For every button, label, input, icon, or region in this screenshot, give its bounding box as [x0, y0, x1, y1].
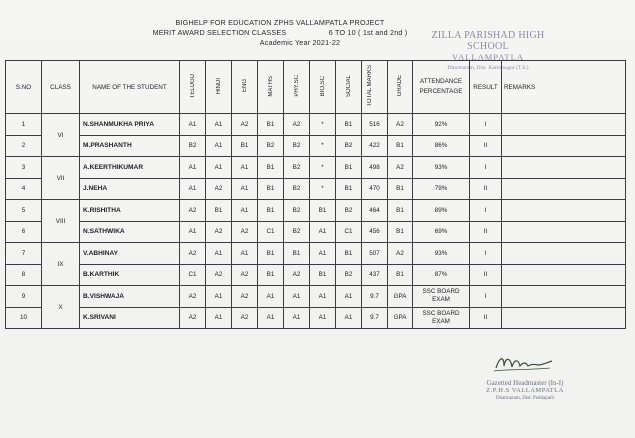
cell-physc: B2 — [284, 135, 310, 157]
cell-eng: B1 — [232, 135, 258, 157]
header-line-2 — [110, 28, 450, 38]
cell-total: 437 — [362, 264, 388, 286]
cell-remarks — [502, 114, 626, 136]
cell-class: VI — [42, 114, 80, 157]
cell-student-name: B.VISHWAJA — [80, 286, 180, 308]
cell-eng: A1 — [232, 178, 258, 200]
cell-sno: 8 — [6, 264, 42, 286]
cell-eng: A1 — [232, 200, 258, 222]
col-header-hindi-label: HINDI — [215, 77, 222, 95]
cell-telugu: A1 — [180, 157, 206, 179]
cell-biosc: A1 — [310, 307, 336, 329]
cell-grade: A2 — [388, 114, 413, 136]
table-row — [6, 221, 626, 243]
cell-class: VII — [42, 157, 80, 200]
cell-maths: B1 — [258, 264, 284, 286]
cell-social: C1 — [336, 221, 362, 243]
cell-student-name: B.KARTHIK — [80, 264, 180, 286]
cell-remarks — [502, 286, 626, 308]
cell-student-name: N.SATHWIKA — [80, 221, 180, 243]
cell-total: 9.7 — [362, 286, 388, 308]
cell-hindi: A1 — [206, 157, 232, 179]
cell-biosc: * — [310, 157, 336, 179]
cell-hindi: A1 — [206, 307, 232, 329]
cell-physc: A2 — [284, 264, 310, 286]
cell-maths: B1 — [258, 157, 284, 179]
cell-maths: B1 — [258, 243, 284, 265]
cell-eng: A2 — [232, 264, 258, 286]
table-header-row — [6, 61, 626, 114]
cell-student-name: A.KEERTHIKUMAR — [80, 157, 180, 179]
cell-grade: GPA — [388, 286, 413, 308]
cell-biosc: * — [310, 178, 336, 200]
cell-hindi: A1 — [206, 286, 232, 308]
cell-maths: B2 — [258, 135, 284, 157]
cell-telugu: A1 — [180, 114, 206, 136]
cell-grade: B1 — [388, 200, 413, 222]
table-row — [6, 157, 626, 179]
cell-attendance: 69% — [413, 221, 470, 243]
col-header-total — [362, 61, 388, 114]
table-row — [6, 264, 626, 286]
col-header-maths — [258, 61, 284, 114]
cell-student-name: K.RISHITHA — [80, 200, 180, 222]
cell-result: I — [470, 243, 502, 265]
cell-social: B1 — [336, 178, 362, 200]
cell-sno: 4 — [6, 178, 42, 200]
cell-class: IX — [42, 243, 80, 286]
cell-eng: A1 — [232, 157, 258, 179]
cell-grade: B1 — [388, 221, 413, 243]
cell-hindi: A2 — [206, 178, 232, 200]
col-header-eng-label: ENG — [241, 79, 248, 93]
cell-remarks — [502, 307, 626, 329]
cell-eng: A2 — [232, 221, 258, 243]
cell-sno: 5 — [6, 200, 42, 222]
cell-grade: B1 — [388, 135, 413, 157]
cell-maths: B1 — [258, 178, 284, 200]
col-header-social — [336, 61, 362, 114]
cell-maths: B1 — [258, 114, 284, 136]
header-line-2-right: 6 TO 10 ( 1st and 2nd ) — [328, 28, 408, 37]
cell-remarks — [502, 200, 626, 222]
cell-physc: A2 — [284, 114, 310, 136]
col-header-grade — [388, 61, 413, 114]
col-header-name: NAME OF THE STUDENT — [80, 61, 180, 114]
cell-telugu: B2 — [180, 135, 206, 157]
merit-table — [5, 60, 626, 329]
cell-remarks — [502, 157, 626, 179]
table-row — [6, 307, 626, 329]
cell-physc: B2 — [284, 221, 310, 243]
stamp-line-2: VALLAMPATLA — [452, 52, 524, 62]
cell-result: II — [470, 135, 502, 157]
table-row — [6, 243, 626, 265]
cell-result: II — [470, 307, 502, 329]
cell-physc: B2 — [284, 200, 310, 222]
cell-biosc: A1 — [310, 221, 336, 243]
cell-attendance: SSC BOARD EXAM — [413, 307, 470, 329]
header-line-2-left: MERIT AWARD SELECTION CLASSES — [152, 28, 287, 37]
cell-telugu: C1 — [180, 264, 206, 286]
table-row — [6, 135, 626, 157]
cell-total: 498 — [362, 157, 388, 179]
signature-line-3: Dharmaram, Dist. Peddapalli — [495, 396, 555, 401]
cell-hindi: A1 — [206, 243, 232, 265]
cell-social: B2 — [336, 135, 362, 157]
col-header-attendance: ATTENDANCE PERCENTAGE — [413, 61, 470, 114]
cell-result: I — [470, 114, 502, 136]
col-header-remarks: REMARKS — [502, 61, 626, 114]
cell-sno: 7 — [6, 243, 42, 265]
document-header — [110, 18, 450, 48]
cell-grade: B1 — [388, 264, 413, 286]
table-row — [6, 200, 626, 222]
cell-remarks — [502, 178, 626, 200]
col-header-total-label: TOTAL MARKS — [366, 65, 373, 107]
header-line-3: Academic Year 2021-22 — [259, 38, 341, 47]
cell-remarks — [502, 221, 626, 243]
cell-attendance: 89% — [413, 200, 470, 222]
cell-social: B1 — [336, 243, 362, 265]
cell-biosc: A1 — [310, 243, 336, 265]
table-row — [6, 178, 626, 200]
headmaster-signature-block — [455, 352, 595, 402]
cell-remarks — [502, 243, 626, 265]
signature-scribble — [490, 352, 560, 374]
cell-social: B1 — [336, 157, 362, 179]
cell-student-name: J.NEHA — [80, 178, 180, 200]
cell-total: 456 — [362, 221, 388, 243]
signature-line-1: Gazetted Headmaster (In-I) — [486, 379, 564, 387]
cell-result: II — [470, 221, 502, 243]
cell-physc: B2 — [284, 178, 310, 200]
cell-telugu: A2 — [180, 243, 206, 265]
cell-sno: 1 — [6, 114, 42, 136]
cell-student-name: V.ABHINAY — [80, 243, 180, 265]
cell-attendance: 93% — [413, 243, 470, 265]
cell-maths: A1 — [258, 307, 284, 329]
cell-student-name: K.SRIVANI — [80, 307, 180, 329]
cell-social: B1 — [336, 114, 362, 136]
cell-sno: 3 — [6, 157, 42, 179]
cell-biosc: B1 — [310, 264, 336, 286]
cell-result: II — [470, 178, 502, 200]
cell-total: 470 — [362, 178, 388, 200]
cell-class: X — [42, 286, 80, 329]
cell-total: 507 — [362, 243, 388, 265]
cell-physc: A1 — [284, 286, 310, 308]
cell-social: A1 — [336, 307, 362, 329]
cell-social: A1 — [336, 286, 362, 308]
table-row — [6, 114, 626, 136]
cell-hindi: A2 — [206, 264, 232, 286]
cell-remarks — [502, 135, 626, 157]
cell-maths: B1 — [258, 200, 284, 222]
cell-telugu: A1 — [180, 221, 206, 243]
cell-hindi: A2 — [206, 221, 232, 243]
cell-attendance: 86% — [413, 135, 470, 157]
col-header-physc-label: PHY.SC — [293, 75, 300, 97]
cell-physc: B2 — [284, 157, 310, 179]
col-header-social-label: SOCIAL — [345, 74, 352, 97]
cell-sno: 2 — [6, 135, 42, 157]
cell-grade: B1 — [388, 178, 413, 200]
cell-telugu: A1 — [180, 178, 206, 200]
col-header-eng — [232, 61, 258, 114]
cell-biosc: * — [310, 135, 336, 157]
col-header-telugu — [180, 61, 206, 114]
cell-total: 9.7 — [362, 307, 388, 329]
cell-grade: A2 — [388, 243, 413, 265]
cell-eng: A2 — [232, 307, 258, 329]
cell-grade: GPA — [388, 307, 413, 329]
col-header-sno: S.NO — [6, 61, 42, 114]
cell-hindi: A1 — [206, 114, 232, 136]
cell-sno: 10 — [6, 307, 42, 329]
cell-physc: B1 — [284, 243, 310, 265]
cell-biosc: A1 — [310, 286, 336, 308]
cell-student-name: M.PRASHANTH — [80, 135, 180, 157]
cell-remarks — [502, 264, 626, 286]
cell-eng: A1 — [232, 243, 258, 265]
cell-total: 516 — [362, 114, 388, 136]
stamp-line-1: ZILLA PARISHAD HIGH SCHOOL — [431, 30, 545, 52]
cell-biosc: B1 — [310, 200, 336, 222]
cell-eng: A2 — [232, 286, 258, 308]
col-header-telugu-label: TELUGU — [189, 73, 196, 99]
cell-maths: A1 — [258, 286, 284, 308]
cell-attendance: 87% — [413, 264, 470, 286]
cell-result: I — [470, 286, 502, 308]
col-header-biosc-label: BIO.SC — [319, 75, 326, 97]
cell-hindi: B1 — [206, 200, 232, 222]
col-header-class: CLASS — [42, 61, 80, 114]
cell-social: B2 — [336, 264, 362, 286]
cell-attendance: 93% — [413, 157, 470, 179]
cell-eng: A2 — [232, 114, 258, 136]
cell-attendance: 92% — [413, 114, 470, 136]
cell-total: 422 — [362, 135, 388, 157]
cell-telugu: A2 — [180, 286, 206, 308]
col-header-physc — [284, 61, 310, 114]
cell-telugu: A2 — [180, 307, 206, 329]
header-line-1: BIGHELP FOR EDUCATION ZPHS VALLAMPATLA PROJECT — [175, 18, 385, 27]
cell-grade: A2 — [388, 157, 413, 179]
col-header-biosc — [310, 61, 336, 114]
cell-result: II — [470, 264, 502, 286]
cell-result: I — [470, 157, 502, 179]
cell-student-name: N.SHANMUKHA PRIYA — [80, 114, 180, 136]
cell-result: I — [470, 200, 502, 222]
signature-line-2: Z.P.H.S VALLAMPATLA — [486, 387, 564, 394]
cell-sno: 9 — [6, 286, 42, 308]
cell-sno: 6 — [6, 221, 42, 243]
col-header-maths-label: MATHS — [267, 75, 274, 97]
cell-class: VIII — [42, 200, 80, 243]
col-header-result: RESULT — [470, 61, 502, 114]
cell-attendance: 79% — [413, 178, 470, 200]
cell-maths: C1 — [258, 221, 284, 243]
col-header-hindi — [206, 61, 232, 114]
cell-attendance: SSC BOARD EXAM — [413, 286, 470, 308]
cell-telugu: A2 — [180, 200, 206, 222]
cell-total: 464 — [362, 200, 388, 222]
cell-hindi: A1 — [206, 135, 232, 157]
cell-social: B2 — [336, 200, 362, 222]
cell-biosc: * — [310, 114, 336, 136]
cell-physc: A1 — [284, 307, 310, 329]
col-header-grade-label: GRADE — [397, 75, 403, 97]
stamp-line-3: Dharmaram, Dist. Karimnagar (T.S.) — [447, 65, 529, 71]
table-row — [6, 286, 626, 308]
